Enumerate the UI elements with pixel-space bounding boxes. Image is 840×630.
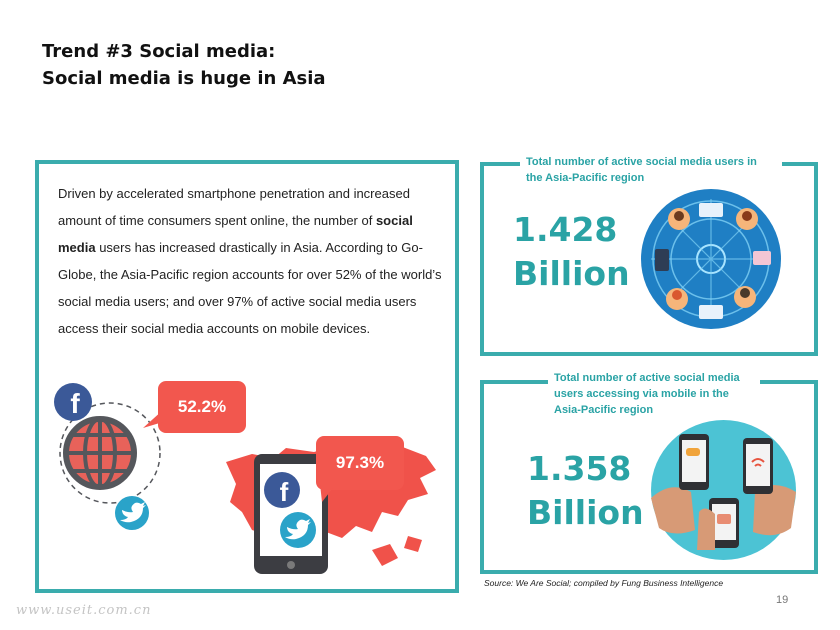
bubble-mobile-share [316, 436, 404, 490]
source-note: Source: We Are Social; compiled by Fung Business Intelligence [484, 578, 724, 588]
bubble-pointer-left [143, 410, 163, 430]
card-mobile-users-label: Total number of active social media users accessing via mobile in the Asia-Pacific region [548, 370, 760, 418]
paragraph-bold: social media [58, 213, 413, 255]
value-unit: Billion [513, 254, 630, 293]
globe-icon [66, 419, 134, 487]
twitter-icon [115, 496, 149, 530]
svg-text:f: f [279, 477, 289, 507]
bubble-world-share [158, 381, 246, 433]
facebook-icon [264, 472, 300, 508]
stat-world-share: 52.2% [177, 397, 227, 416]
stat-mobile-share: 97.3% [335, 453, 385, 472]
svg-text:f: f [70, 388, 80, 419]
facebook-icon [54, 383, 92, 421]
social-network-illustration [641, 189, 781, 329]
card-active-users-value [513, 208, 630, 296]
body-paragraph [58, 180, 443, 342]
paragraph-part-2: users has increased drastically in Asia. According to Go-Globe, the Asia-Pacific region accounts for over 52% of the world’s social media users; and over 97% of active social media users access their social media accounts on mobile devices. [58, 240, 442, 336]
mobile-hands-illustration [651, 420, 796, 560]
bubble-pointer-down [318, 484, 340, 502]
card-active-users-label: Total number of active social media users in the Asia-Pacific region [520, 154, 782, 186]
card-mobile-users-value [527, 447, 644, 535]
paragraph-part-1: Driven by accelerated smartphone penetration and increased amount of time consumers spent online, the number of [58, 186, 410, 228]
value-unit: Billion [527, 493, 644, 532]
watermark: www.useit.com.cn [16, 603, 152, 618]
value-number: 1.358 [527, 449, 632, 488]
value-number: 1.428 [513, 210, 618, 249]
page-number: 19 [776, 594, 789, 606]
title-line-1: Trend #3 Social media: [42, 41, 276, 62]
title-line-2: Social media is huge in Asia [42, 68, 326, 89]
slide-title [42, 38, 326, 92]
twitter-icon [280, 512, 316, 548]
globe-illustration [50, 380, 175, 530]
